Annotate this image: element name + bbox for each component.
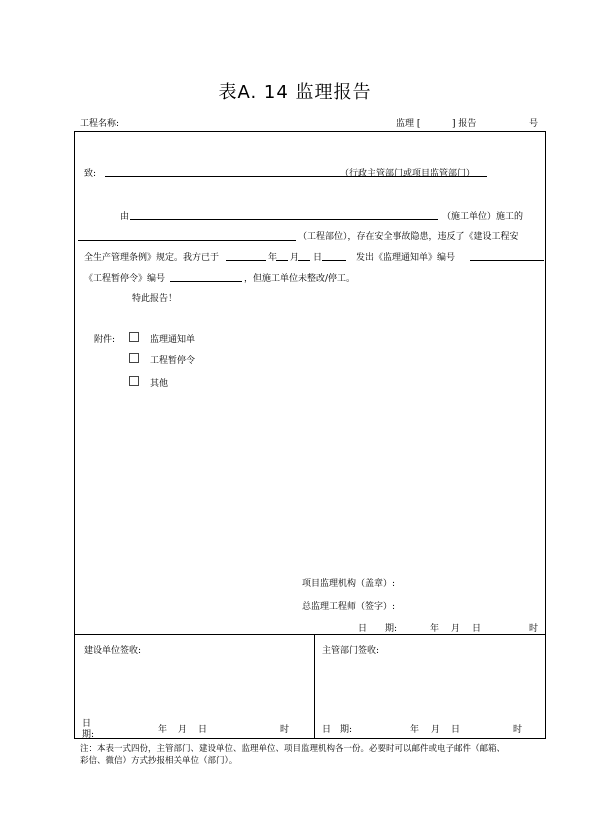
notice-attachment-checkbox[interactable]	[129, 332, 139, 342]
table-right-border	[545, 131, 546, 739]
report-bracket-close: ] 报告	[452, 119, 477, 129]
stop-order-prefix: 《工程暂停令》编号	[84, 274, 166, 284]
regulation-text: 全生产管理条例》规定。我方已于	[84, 253, 220, 263]
builder-date-bottom: 期:	[82, 730, 95, 740]
supervisor-year-label: 年	[430, 624, 440, 634]
special-report-text: 特此报告！	[132, 294, 178, 304]
supervisor-org-label: 项目监理机构（盖章）:	[302, 579, 396, 589]
builder-signoff-label: 建设单位签收:	[84, 646, 142, 656]
issued-text: 发出《监理通知单》编号	[356, 253, 456, 263]
builder-year-label: 年	[158, 725, 168, 735]
footnote-line-2: 彩信、微信）方式抄报相关单位（部门）。	[80, 756, 238, 766]
attachments-label: 附件:	[94, 335, 116, 345]
number-suffix: 号	[529, 119, 539, 129]
signature-divider	[74, 634, 546, 635]
authority-day-label: 日	[451, 725, 461, 735]
authority-date-label: 日 期:	[322, 725, 353, 735]
other-attachment-label: 其他	[150, 379, 169, 389]
supervisor-month-label: 月	[451, 624, 461, 634]
to-hint: （行政主管部门或项目监管部门）	[340, 169, 476, 179]
issue-month-label: 月	[290, 253, 300, 263]
authority-signoff-label: 主管部门签收:	[322, 646, 380, 656]
to-label: 致:	[84, 169, 97, 179]
report-prefix: 监理 [	[396, 119, 421, 129]
issue-day-label: 日	[313, 253, 323, 263]
stop-order-number-field[interactable]	[170, 281, 242, 282]
table-bottom-border	[74, 738, 546, 739]
stop-order-attachment-label: 工程暂停令	[150, 356, 196, 366]
supervisor-hour-label: 时	[529, 624, 539, 634]
project-location-field[interactable]	[78, 240, 296, 241]
issue-day-field[interactable]	[298, 260, 310, 261]
issue-year-field[interactable]	[226, 260, 266, 261]
issue-month-field[interactable]	[276, 260, 288, 261]
builder-date-top: 日	[82, 719, 92, 729]
project-name-label: 工程名称:	[80, 119, 120, 129]
construction-unit-label: （施工单位）施工的	[442, 212, 524, 222]
from-prefix: 由	[120, 212, 130, 222]
other-attachment-checkbox[interactable]	[129, 376, 139, 386]
table-top-border	[74, 131, 546, 132]
authority-year-label: 年	[410, 725, 420, 735]
supervisor-day-label: 日	[472, 624, 482, 634]
construction-unit-field[interactable]	[130, 219, 438, 220]
authority-hour-label: 时	[513, 725, 523, 735]
issue-year-label: 年	[268, 253, 278, 263]
notice-number-field[interactable]	[470, 260, 544, 261]
builder-month-label: 月	[178, 725, 188, 735]
notice-attachment-label: 监理通知单	[150, 335, 196, 345]
builder-hour-label: 时	[280, 725, 290, 735]
chief-engineer-label: 总监理工程师（签字）:	[302, 602, 396, 612]
table-left-border	[74, 131, 75, 739]
builder-day-label: 日	[198, 725, 208, 735]
location-text: （工程部位），存在安全事故隐患，违反了《建设工程安	[298, 232, 519, 242]
authority-month-label: 月	[431, 725, 441, 735]
not-rectified-text: ，但施工单位未整改/停工。	[244, 274, 356, 284]
supervisor-date-label: 日 期:	[358, 624, 398, 634]
footnote-line-1: 注：本表一式四份，主管部门、建设单位、监理单位、项目监理机构各一份。必要时可以邮件或电子邮件（邮箱、	[80, 744, 506, 754]
issue-day-gap	[322, 260, 346, 261]
signature-column-divider	[314, 634, 315, 738]
page-title: 表A. 14 监理报告	[218, 82, 372, 103]
stop-order-attachment-checkbox[interactable]	[129, 353, 139, 363]
